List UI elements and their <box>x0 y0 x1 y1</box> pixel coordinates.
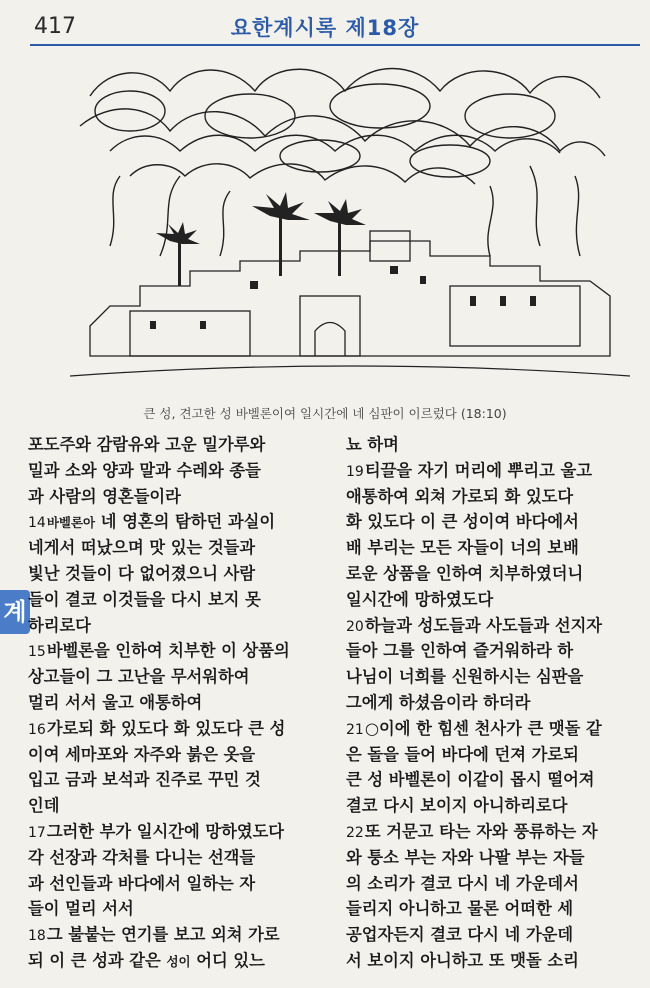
text-line: 빛난 것들이 다 없어졌으니 사람 <box>28 563 256 583</box>
running-title: 요한계시록 제18장 <box>230 16 420 40</box>
text-line: 멀리 서서 울고 애통하여 <box>28 692 203 712</box>
verse-number: 17 <box>28 824 46 841</box>
text-line: 들리지 아니하고 물론 어떠한 세 <box>346 899 574 919</box>
verse-19-line: 19티끌을 자기 머리에 뿌리고 울고 <box>346 460 592 480</box>
text-line: 애통하여 외쳐 가로되 화 있도다 <box>346 486 574 506</box>
text-line: 와 퉁소 부는 자와 나팔 부는 자들 <box>346 847 585 867</box>
text-line: 되 이 큰 성과 같은 성이 어디 있느 <box>28 950 265 970</box>
burning-city-illustration <box>70 56 630 396</box>
verse-number: 18 <box>28 928 46 945</box>
text-line: 인데 <box>28 796 60 816</box>
verse-number: 21 <box>346 721 364 738</box>
verse-18-line: 18그 불붙는 연기를 보고 외쳐 가로 <box>28 925 280 945</box>
left-text-column <box>28 432 334 974</box>
text-line: 밀과 소와 양과 말과 수레와 종들 <box>28 460 261 480</box>
verse-14-line: 14바벨론아 네 영혼의 탐하던 과실이 <box>28 512 276 532</box>
text-line: 입고 금과 보석과 진주로 꾸민 것 <box>28 770 261 790</box>
text-line: 포도주와 감람유와 고운 밀가루와 <box>28 435 266 454</box>
verse-number: 19 <box>346 463 364 480</box>
text-line: 과 사람의 영혼들이라 <box>28 486 181 506</box>
text-line: 서 보이지 아니하고 또 맷돌 소리 <box>346 950 579 970</box>
verse-number: 15 <box>28 644 46 661</box>
verse-15-line: 15바벨론을 인하여 치부한 이 상품의 <box>28 641 290 661</box>
verse-number: 16 <box>28 721 46 738</box>
page-number: 417 <box>34 14 76 39</box>
text-line: 들이 결코 이것들을 다시 보지 못 <box>28 589 261 609</box>
text-line: 은 돌을 들어 바다에 던져 가로되 <box>346 744 579 764</box>
text-line: 큰 성 바벨론이 이같이 몹시 떨어져 <box>346 770 595 790</box>
text-line: 의 소리가 결코 다시 네 가운데서 <box>346 873 579 893</box>
header-rule <box>30 44 640 46</box>
text-line: 하리로다 <box>28 615 91 635</box>
text-line: 화 있도다 이 큰 성이여 바다에서 <box>346 512 579 532</box>
supplied-word: 바벨론아 <box>46 515 96 531</box>
text-line: 그에게 하셨음이라 하더라 <box>346 692 531 712</box>
verse-21-line: 21○이에 한 힘센 천사가 큰 맷돌 같 <box>346 718 602 738</box>
text-line: 일시간에 망하였도다 <box>346 589 494 609</box>
verse-16-line: 16가로되 화 있도다 화 있도다 큰 성 <box>28 718 286 738</box>
right-text-column <box>346 432 640 974</box>
verse-20-line: 20하늘과 성도들과 사도들과 선지자 <box>346 615 603 635</box>
text-line: 로운 상품을 인하여 치부하였더니 <box>346 563 584 583</box>
text-line: 뇨 하며 <box>346 435 399 454</box>
text-line: 공업자든지 결코 다시 네 가운데 <box>346 925 574 945</box>
book-index-tab[interactable]: 계 <box>0 590 30 634</box>
verse-number: 14 <box>28 515 46 532</box>
verse-number: 22 <box>346 824 364 841</box>
text-line: 배 부리는 모든 자들이 너의 보배 <box>346 538 579 558</box>
supplied-word: 성이 <box>166 953 191 969</box>
text-line: 네게서 떠났으며 맛 있는 것들과 <box>28 538 256 558</box>
text-line: 들아 그를 인하여 즐거워하라 하 <box>346 641 574 661</box>
illustration-caption: 큰 성, 견고한 성 바벨론이여 일시간에 네 심판이 이르렀다 (18:10) <box>143 406 507 421</box>
text-line: 나님이 너희를 신원하시는 심판을 <box>346 667 584 687</box>
text-line: 과 선인들과 바다에서 일하는 자 <box>28 873 256 893</box>
verse-22-line: 22또 거문고 타는 자와 풍류하는 자 <box>346 821 598 841</box>
verse-17-line: 17그러한 부가 일시간에 망하였도다 <box>28 821 285 841</box>
text-line: 각 선장과 각처를 다니는 선객들 <box>28 847 256 867</box>
text-line: 결코 다시 보이지 아니하리로다 <box>346 796 568 816</box>
text-line: 이여 세마포와 자주와 붉은 옷을 <box>28 744 256 764</box>
text-line: 상고들이 그 고난을 무서워하여 <box>28 667 250 687</box>
verse-number: 20 <box>346 618 364 635</box>
text-line: 들이 멀리 서서 <box>28 899 134 919</box>
